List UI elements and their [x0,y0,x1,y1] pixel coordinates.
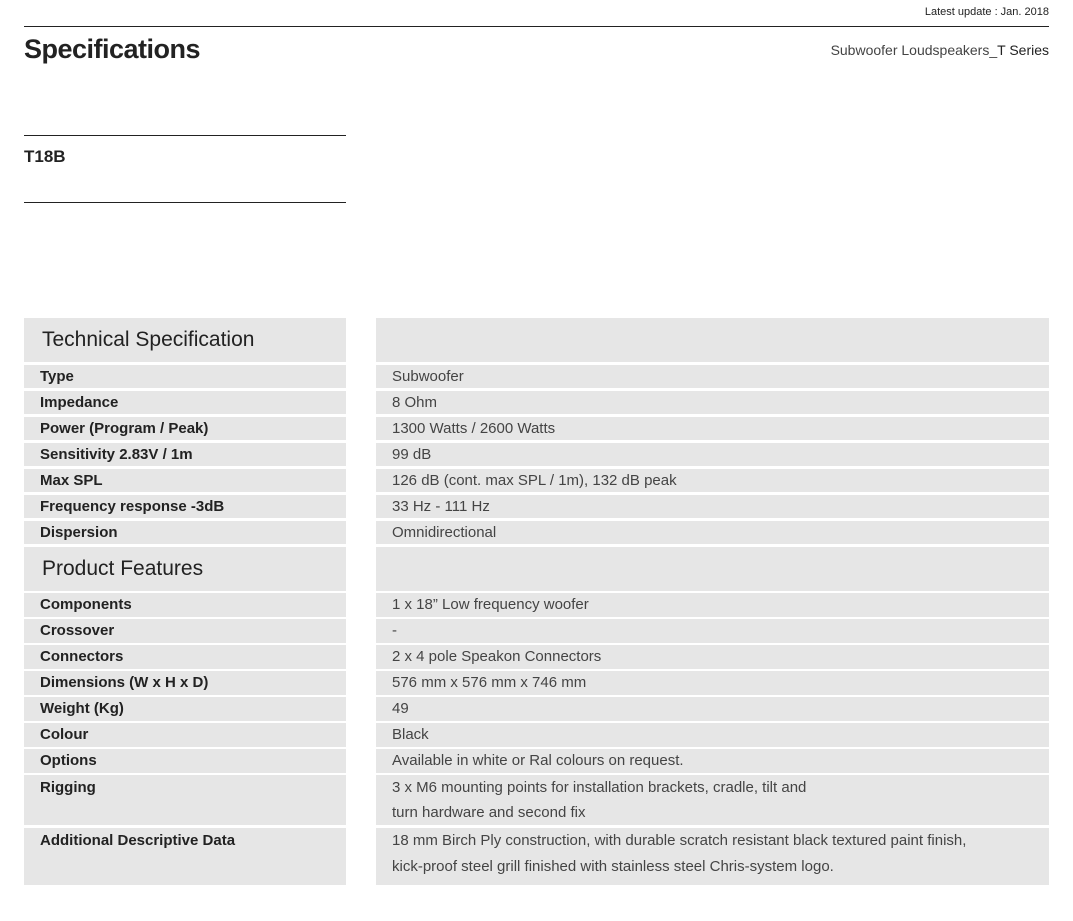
feature-label: Weight (Kg) [24,697,346,721]
rigging-label: Rigging [40,779,96,796]
model-name: T18B [24,147,66,166]
subtitle-prefix: Subwoofer Loudspeakers_ [830,42,998,58]
feature-label: Components [24,593,346,617]
additional-value-line1: 18 mm Birch Ply construction, with durable scratch resistant black textured paint finish, [392,831,967,849]
feature-label: Colour [24,723,346,747]
subtitle [831,42,1049,58]
page-title: Specifications [24,34,201,64]
latest-update: Latest update : Jan. 2018 [924,6,1049,18]
spec-label: Frequency response -3dB [24,495,346,519]
feature-label: Crossover [24,619,346,643]
rigging-value-line1: 3 x M6 mounting points for installation brackets, cradle, tilt and [392,779,807,796]
feature-label: Connectors [24,645,346,669]
additional-value-cell [376,828,1049,885]
feature-value: Available in white or Ral colours on request. [376,749,1049,773]
spec-value: Omnidirectional [376,521,1049,545]
feature-value: Black [376,723,1049,747]
model-box [24,135,346,203]
spec-label: Impedance [24,391,346,415]
spec-value: 1300 Watts / 2600 Watts [376,417,1049,441]
header-rule [24,0,1049,27]
spec-label: Power (Program / Peak) [24,417,346,441]
spec-value: Subwoofer [376,365,1049,389]
feature-value: 1 x 18” Low frequency woofer [376,593,1049,617]
additional-label-cell [24,828,346,885]
additional-value-line2: kick-proof steel grill finished with stainless steel Chris-system logo. [392,857,834,875]
spec-values-column [376,318,1049,887]
spec-label: Max SPL [24,469,346,493]
spec-value: 8 Ohm [376,391,1049,415]
rigging-value-cell [376,775,1049,825]
additional-label: Additional Descriptive Data [40,831,236,849]
feature-value: 2 x 4 pole Speakon Connectors [376,645,1049,669]
features-heading-blank [376,547,1049,591]
subtitle-series: T Series [997,42,1049,58]
spec-value: 99 dB [376,443,1049,467]
spec-value: 126 dB (cont. max SPL / 1m), 132 dB peak [376,469,1049,493]
feature-value: 576 mm x 576 mm x 746 mm [376,671,1049,695]
spec-label: Type [24,365,346,389]
feature-value: - [376,619,1049,643]
technical-heading-blank [376,318,1049,362]
feature-label: Dimensions (W x H x D) [24,671,346,695]
spec-label: Dispersion [24,521,346,545]
rigging-value-line2: turn hardware and second fix [392,804,586,821]
feature-label: Options [24,749,346,773]
spec-value: 33 Hz - 111 Hz [376,495,1049,519]
rigging-label-cell [24,775,346,825]
spec-labels-column [24,318,346,887]
features-heading: Product Features [24,547,346,591]
spec-label: Sensitivity 2.83V / 1m [24,443,346,467]
feature-value: 49 [376,697,1049,721]
technical-heading: Technical Specification [24,318,346,362]
